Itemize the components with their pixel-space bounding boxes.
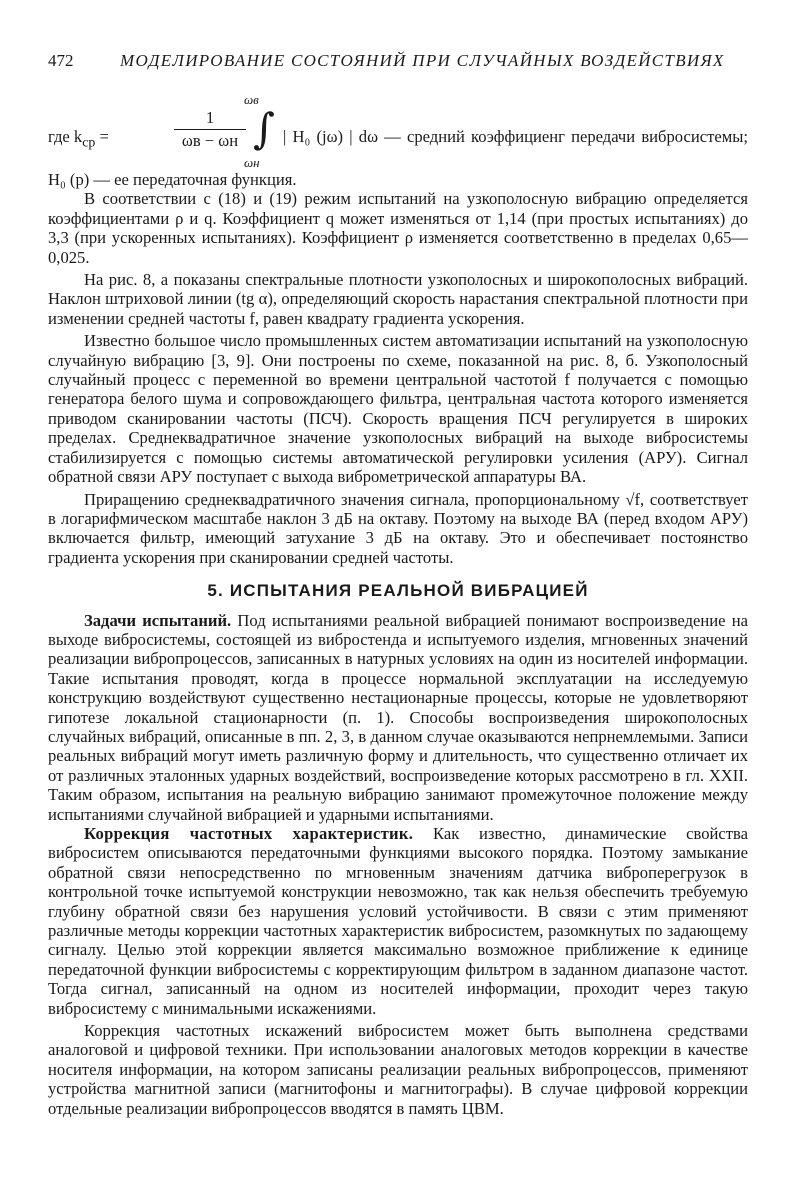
page-number: 472 <box>48 51 74 70</box>
run-in-heading-correction: Коррекция частотных характеристик. <box>84 824 414 843</box>
paragraph-correction <box>48 824 748 1018</box>
paragraph-analog-digital: Коррекция частотных искажений вибросистем может быть выполнена средствами аналоговой и цифровой техники. При использовании аналоговых методов коррекции в качестве носителя информации, на котором записаны реализации реальных вибропроцессов, применяют устройства магнитной записи (магнитофоны и магнитографы). В случае цифровой коррекции отдельные реализации вибропроцессов вводятся в память ЦВМ. <box>48 1021 748 1118</box>
integral-upper-limit: ωв <box>244 92 259 107</box>
integral-lower-limit: ωн <box>244 155 260 170</box>
paragraph-regime: В соответствии с (18) и (19) режим испытаний на узкополосную вибрацию определяется коэффициентами ρ и q. Коэффициент q может изменяться от 1,14 (при простых испытаниях) до 3,3 (при ускоренных испытаниях). Коэффициент ρ изменяется соответственно в пределах 0,65—0,025. <box>48 189 748 267</box>
fraction-numerator: 1 <box>174 108 246 130</box>
paragraph-test-tasks <box>48 611 748 824</box>
fraction-denominator: ωв − ωн <box>181 131 239 150</box>
page-body <box>48 170 748 1118</box>
paragraph-systems: Известно большое число промышленных систем автоматизации испытаний на узкополосную случайную вибрацию [3, 9]. Они построены по схеме, показанной на рис. 8, б. Узкополосный случайный процесс с переменной во времени центральной частотой f получается с помощью генератора белого шума и сопровождающего фильтра, центральная частота которого изменяется приводом сканировании частоты (ПСЧ). Скорость вращения ПСЧ регулируется в широких пределах. Среднеквадратичное значение узкополосных вибраций на выходе вибросистемы стабилизируется с помощью системы автоматической регулировки усиления (АРУ). Сигнал обратной связи АРУ поступает с выхода виброметрической аппаратуры ВА. <box>48 331 748 487</box>
formula-lead-subscript: ср <box>82 134 96 150</box>
running-title: МОДЕЛИРОВАНИЕ СОСТОЯНИЙ ПРИ СЛУЧАЙНЫХ ВОЗДЕЙСТВИЯХ <box>120 51 725 70</box>
formula-kcp <box>48 92 748 172</box>
section-title: 5. ИСПЫТАНИЯ РЕАЛЬНОЙ ВИБРАЦИЕЙ <box>207 581 589 601</box>
formula-continuation: H₀ (p) — ее передаточная функция. <box>48 170 297 189</box>
run-in-heading-tasks: Задачи испытаний. <box>84 610 232 630</box>
paragraph-test-tasks-text: Под испытаниями реальной вибрацией понимают воспроизведение на выходе вибросистемы, состоящей из вибростенда и испытуемого изделия, мгновенных значений реализации вибропроцессов, записанных в натурных условиях на один из носителей информации. Такие испытания проводят, когда в процессе нормальной эксплуатации на исследуемую конструкцию воздействуют существенно нестационарные процессы, которые не удовлетворяют гипотезе локальной стационарности (п. 1). Способы воспроизведения широкополосных случайных вибраций, описанные в пп. 2, 3, в данном случае оказываются непрнемлемыми. Записи реальных вибраций могут иметь различную форму и длительность, что существенно отличает их от различных эталонных ударных воздействий, воспроизведение которых рассмотрено в гл. XXII. Таким образом, испытания на реальную вибрацию занимают промежуточное положение между испытаниями случайной вибрацией и ударными испытаниями. <box>48 610 748 824</box>
formula-fraction <box>174 108 246 151</box>
integral-sign: ∫ <box>253 104 275 153</box>
paragraph-increment: Приращению среднеквадратичного значения сигнала, пропорциональному √f, соответствует в логарифмическом масштабе наклон 3 дБ на октаву. Поэтому на выходе ВА (перед входом АРУ) включается фильтр, имеющий затухание 3 дБ на октаву. Это и обеспечивает постоянство градиента ускорения при сканировании средней частоты. <box>48 489 748 567</box>
paragraph-spectral: На рис. 8, а показаны спектральные плотности узкополосных и широкополосных вибраций. Наклон штриховой линии (tg α), определяющий скорость нарастания спектральной плотности при изменении средней частоты f, равен квадрату градиента ускорения. <box>48 270 748 328</box>
paragraph-correction-text: Как известно, динамические свойства вибросистем описываются передаточными функциями высокого порядка. Поэтому замыкание обратной связи непосредственно по мгновенным значениям датчика виброперегрузок в контрольной точке испытуемой конструкции невозможно, так как нельзя обеспечить требуемую глубину обратной связи без нарушения условий устойчивости. В связи с этим применяют различные методы коррекции частотных характеристик вибросистем, разомкнутых по задающему сигналу. Целью этой коррекции является максимально возможное приближение к единице передаточной функции вибросистемы с корректирующим фильтром в заданном диапазоне частот. Тогда сигнал, записанный на одном из носителей информации, проходит через такую вибросистему с минимальными искажениями. <box>48 824 749 1018</box>
formula-lead: где $k_{ср}$ = <box>48 127 109 150</box>
formula-integrand: | H₀ (jω) | dω — средний коэффициенг передачи вибросистемы; <box>283 127 748 146</box>
